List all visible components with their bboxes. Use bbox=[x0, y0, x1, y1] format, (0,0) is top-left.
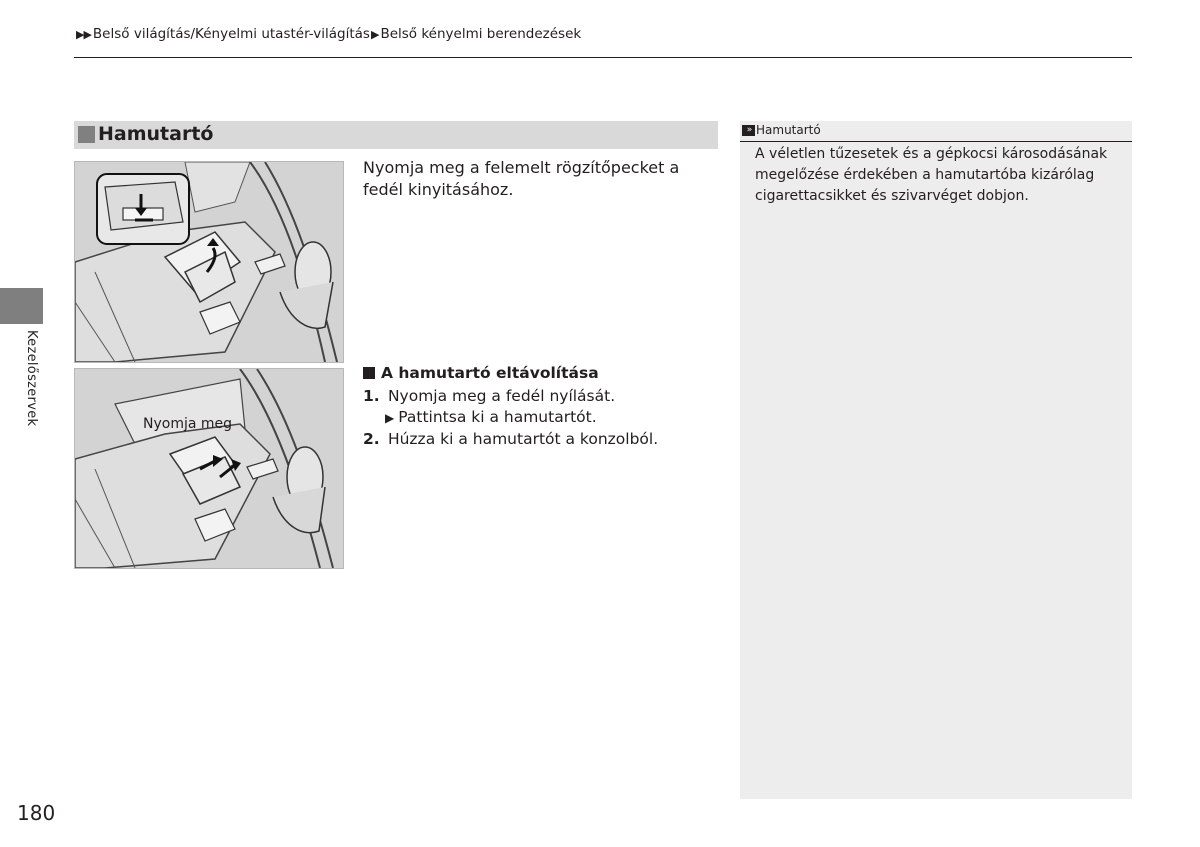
step-1-text: Nyomja meg a fedél nyílását. bbox=[387, 387, 616, 405]
section-square-icon bbox=[78, 126, 95, 143]
chapter-tab bbox=[0, 288, 43, 324]
page-number: 180 bbox=[17, 801, 56, 825]
chapter-label: Kezelőszervek bbox=[24, 330, 39, 427]
press-callout: Nyomja meg bbox=[143, 416, 233, 432]
removal-heading-text: A hamutartó eltávolítása bbox=[381, 364, 599, 382]
removal-steps bbox=[363, 386, 658, 450]
step-2 bbox=[363, 429, 658, 450]
step-2-number: 2. bbox=[363, 430, 380, 448]
reference-arrow-icon: » bbox=[742, 125, 755, 136]
heading-square-icon bbox=[363, 367, 375, 379]
breadcrumb bbox=[76, 26, 581, 42]
breadcrumb-part-2[interactable]: Belső kényelmi berendezések bbox=[380, 26, 582, 42]
header-divider bbox=[74, 57, 1132, 58]
double-arrow-icon: ▶▶ bbox=[76, 28, 91, 41]
substep-text: Pattintsa ki a hamutartót. bbox=[398, 408, 597, 426]
ashtray-open-illustration bbox=[74, 161, 344, 363]
note-panel bbox=[740, 121, 1132, 799]
step-1 bbox=[363, 386, 658, 407]
instruction-text: Nyomja meg a felemelt rögzítőpecket a fedél kinyitásához. bbox=[363, 158, 680, 199]
arrow-icon: ▶ bbox=[370, 28, 380, 41]
ashtray-remove-illustration bbox=[74, 368, 344, 569]
note-title: Hamutartó bbox=[756, 123, 821, 137]
note-text: A véletlen tűzesetek és a gépkocsi károsodásának megelőzése érdekében a hamutartóba kizárólag cigarettacsikket és szivarvéget dobjon. bbox=[755, 146, 1108, 204]
section-header bbox=[74, 121, 718, 149]
step-2-text: Húzza ki a hamutartót a konzolból. bbox=[387, 430, 659, 448]
ashtray-open-drawing bbox=[75, 162, 343, 362]
breadcrumb-part-1[interactable]: Belső világítás/Kényelmi utastér-világítás bbox=[92, 26, 370, 42]
note-header bbox=[740, 121, 1132, 142]
ashtray-remove-drawing bbox=[75, 369, 343, 568]
removal-heading bbox=[363, 364, 599, 382]
step-1-substep bbox=[363, 407, 658, 429]
section-title: Hamutartó bbox=[98, 123, 214, 145]
step-1-number: 1. bbox=[363, 387, 380, 405]
result-arrow-icon: ▶ bbox=[385, 411, 395, 425]
